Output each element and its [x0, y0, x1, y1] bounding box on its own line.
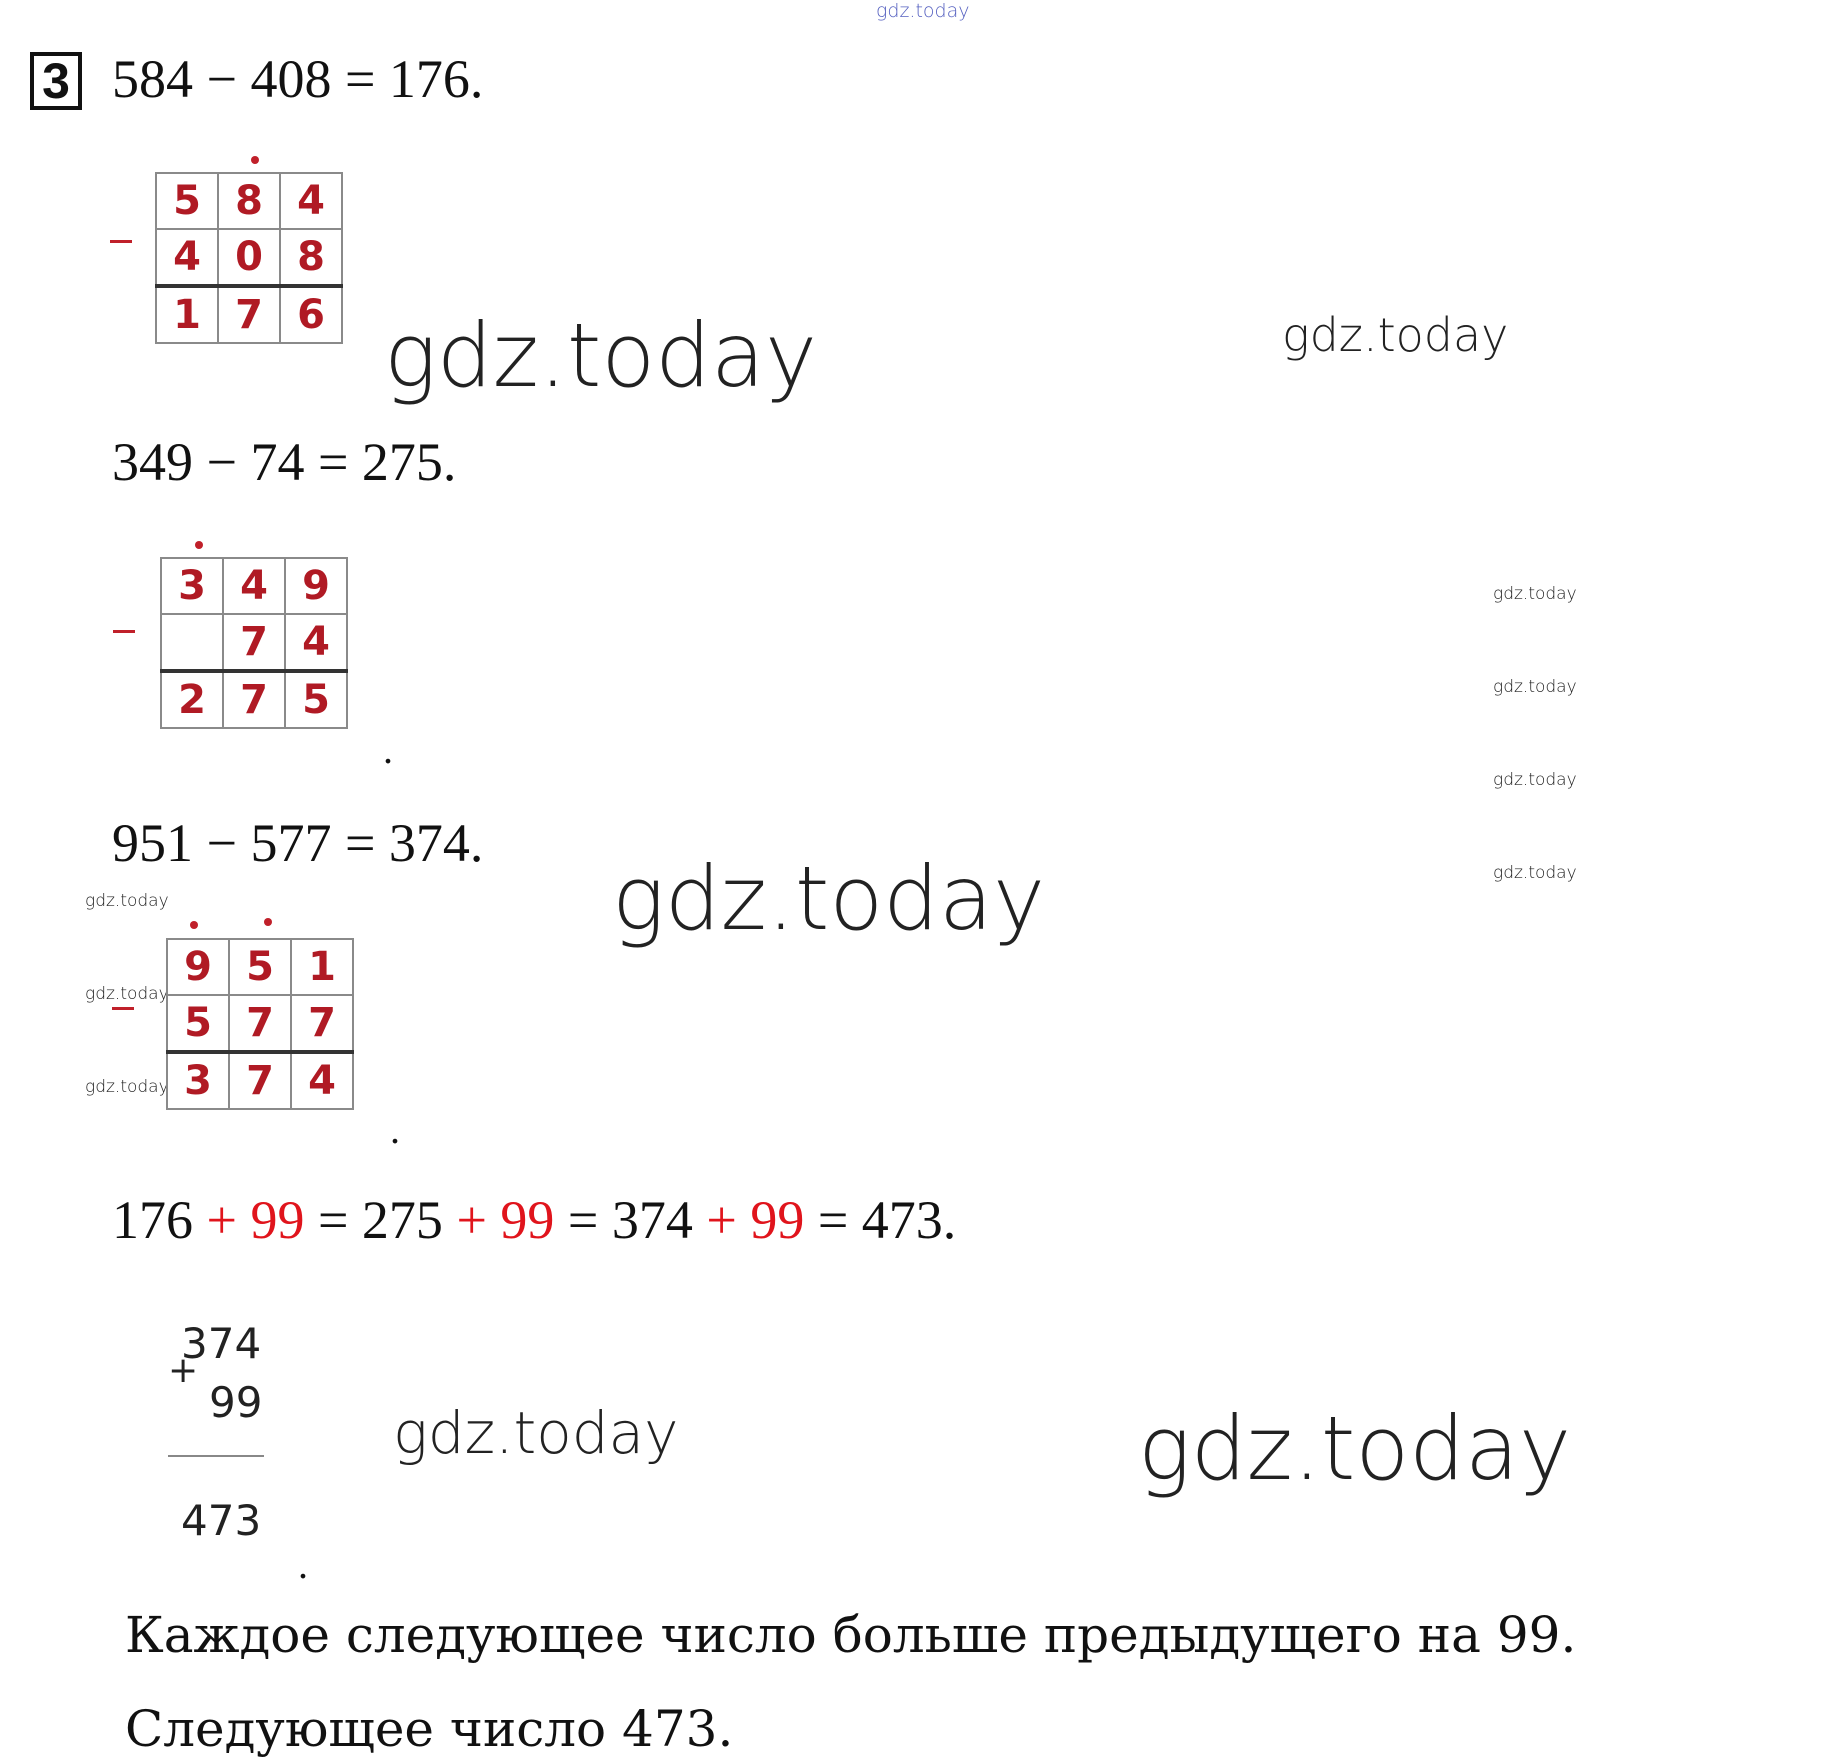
digit-cell: 7: [291, 995, 353, 1052]
plus-sign: +: [168, 1350, 199, 1391]
digit-cell: 8: [218, 173, 280, 229]
digit-cell: 7: [223, 614, 285, 671]
digit-cell: 1: [291, 939, 353, 995]
add-operator: + 99: [706, 1190, 805, 1250]
watermark-large: gdz.today: [1138, 1397, 1572, 1500]
digit-cell: 5: [285, 671, 347, 728]
borrow-dot: [251, 156, 259, 164]
minus-sign: [113, 630, 135, 633]
addend-top: 374: [181, 1319, 262, 1368]
period: .: [298, 1542, 308, 1587]
digit-cell: 1: [156, 286, 218, 343]
term: = 473.: [817, 1190, 957, 1250]
borrow-dot: [264, 918, 272, 926]
term: = 275: [317, 1190, 443, 1250]
minus-sign: [110, 240, 132, 243]
digit-cell: 4: [291, 1052, 353, 1109]
watermark-small: gdz.today: [1493, 863, 1577, 883]
digit-cell: 9: [167, 939, 229, 995]
digit-cell: 4: [285, 614, 347, 671]
borrow-dot: [190, 921, 198, 929]
term: = 374: [567, 1190, 693, 1250]
digit-cell: 3: [167, 1052, 229, 1109]
digit-cell: 5: [156, 173, 218, 229]
digit-cell: 5: [167, 995, 229, 1052]
digit-cell: 6: [280, 286, 342, 343]
digit-cell: 5: [229, 939, 291, 995]
period: .: [390, 1107, 400, 1152]
digit-cell: 3: [161, 558, 223, 614]
digit-cell: 4: [280, 173, 342, 229]
equation-1: 584 − 408 = 176.: [112, 49, 484, 109]
digit-cell: 8: [280, 229, 342, 286]
task-number: 3: [30, 52, 82, 110]
digit-cell: [161, 614, 223, 671]
subtraction-column-3: [166, 938, 354, 1110]
add-operator: + 99: [456, 1190, 555, 1250]
watermark-small: gdz.today: [1493, 584, 1577, 604]
watermark-medium: gdz.today: [393, 1399, 679, 1467]
digit-cell: 7: [229, 995, 291, 1052]
borrow-dot: [195, 541, 203, 549]
watermark-small: gdz.today: [1493, 677, 1577, 697]
sum-result: 473: [181, 1496, 262, 1545]
digit-cell: 0: [218, 229, 280, 286]
add-operator: + 99: [206, 1190, 305, 1250]
minus-sign: [112, 1007, 134, 1010]
subtraction-column-1: [155, 172, 343, 344]
digit-cell: 4: [156, 229, 218, 286]
sum-line: [168, 1455, 264, 1457]
digit-cell: 7: [218, 286, 280, 343]
subtraction-column-2: [160, 557, 348, 729]
watermark-medium: gdz.today: [1282, 308, 1509, 362]
watermark-small: gdz.today: [85, 891, 169, 911]
watermark-small: gdz.today: [1493, 770, 1577, 790]
term: 176: [112, 1190, 193, 1250]
watermark-small: gdz.today: [85, 984, 169, 1004]
watermark-top: gdz.today: [876, 0, 970, 22]
digit-cell: 9: [285, 558, 347, 614]
watermark-large: gdz.today: [612, 847, 1046, 950]
digit-cell: 4: [223, 558, 285, 614]
digit-cell: 7: [223, 671, 285, 728]
conclusion-line-2: Следующее число 473.: [125, 1700, 734, 1758]
equation-2: 349 − 74 = 275.: [112, 432, 457, 492]
digit-cell: 7: [229, 1052, 291, 1109]
period: .: [383, 727, 393, 772]
equation-3: 951 − 577 = 374.: [112, 813, 484, 873]
conclusion-line-1: Каждое следующее число больше предыдущего на 99.: [125, 1606, 1577, 1664]
digit-cell: 2: [161, 671, 223, 728]
addend-bottom: 99: [209, 1378, 263, 1427]
watermark-large: gdz.today: [384, 304, 818, 407]
watermark-small: gdz.today: [85, 1077, 169, 1097]
equation-4: [112, 1190, 957, 1250]
